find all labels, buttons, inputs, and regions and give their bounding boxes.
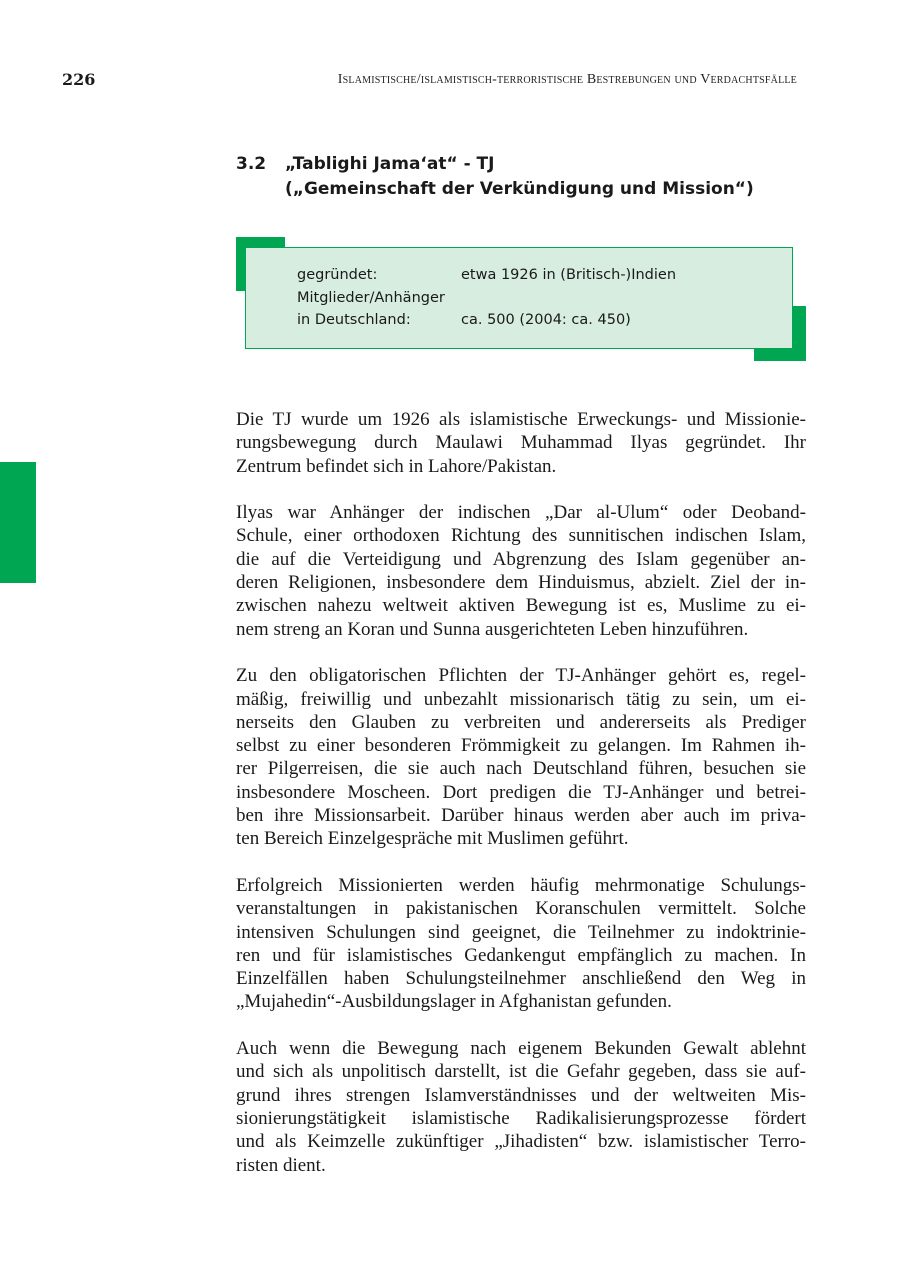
info-row-germany: [297, 309, 676, 332]
paragraph-4: [236, 874, 806, 1014]
text-line: Die TJ wurde um 1926 als islamistische Erweckungs- und Missionie-: [236, 409, 806, 430]
text-line: Zentrum befindet sich in Lahore/Pakistan.: [236, 455, 557, 477]
text-line: Erfolgreich Missionierten werden häufig mehrmonatige Schulungs-: [236, 874, 806, 896]
text-line: risten dient.: [236, 1154, 326, 1176]
paragraph-2: [236, 501, 806, 641]
running-head: Islamistische/islamistisch-terroristische Bestrebungen und Verdachtsfälle: [337, 72, 797, 87]
text-line: Auch wenn die Bewegung nach eigenem Bekunden Gewalt ablehnt: [236, 1038, 806, 1060]
text-line: Ilyas war Anhänger der indischen „Dar al-Ulum“ oder Deoband-: [236, 502, 806, 524]
text-line: rer Pilgerreisen, die sie auch nach Deutschland führen, besuchen sie: [236, 758, 806, 780]
side-thumb-tab: [0, 462, 36, 583]
text-line: mäßig, freiwillig und unbezahlt missionarisch tätig zu sein, um ei-: [236, 688, 806, 710]
info-value: etwa 1926 in (Britisch-)Indien: [461, 267, 677, 283]
text-line: insbesondere Moscheen. Dort predigen die TJ-Anhänger und betrei-: [236, 781, 806, 803]
text-line: ren und für islamistisches Gedankengut empfänglich zu machen. In: [236, 944, 806, 966]
section-title-line-2: („Gemeinschaft der Verkündigung und Mission“): [285, 179, 754, 199]
text-line: intensiven Schulungen sind geeignet, die Teilnehmer zu indoktrinie-: [236, 921, 806, 943]
info-box: [236, 237, 806, 361]
section-heading: [236, 152, 816, 202]
text-line: veranstaltungen in pakistanischen Koranschulen vermittelt. Solche: [236, 898, 806, 920]
info-row-founded: [297, 264, 676, 287]
paragraph-5: [236, 1037, 806, 1177]
text-line: Zu den obligatorischen Pflichten der TJ-Anhänger gehört es, regel-: [236, 665, 806, 687]
info-value: ca. 500 (2004: ca. 450): [461, 312, 631, 328]
info-label: in Deutschland:: [297, 312, 411, 328]
text-line: und als Keimzelle zukünftiger „Jihadisten“ bzw. islamistischer Terro-: [236, 1131, 806, 1153]
text-line: „Mujahedin“-Ausbildungslager in Afghanistan gefunden.: [236, 991, 672, 1013]
info-rows: [297, 264, 676, 332]
text-line: rungsbewegung durch Maulawi Muhammad Ilyas gegründet. Ihr: [236, 432, 806, 454]
info-label: Mitglieder/Anhänger: [297, 289, 445, 306]
text-line: selbst zu einer besonderen Frömmigkeit zu gelangen. Im Rahmen ih-: [236, 735, 806, 757]
info-box-panel: [245, 247, 793, 349]
page-number: 226: [62, 70, 96, 89]
paragraph-3: [236, 664, 806, 850]
text-line: und sich als unpolitisch darstellt, ist die Gefahr gegeben, dass sie auf-: [236, 1061, 806, 1083]
text-line: grund ihres strengen Islamverständnisses und der weltweiten Mis-: [236, 1084, 806, 1106]
section-number: 3.2: [236, 154, 267, 174]
text-line: die auf die Verteidigung und Abgrenzung des Islam gegenüber an-: [236, 548, 806, 570]
text-line: deren Religionen, insbesondere dem Hinduismus, abzielt. Ziel der in-: [236, 572, 806, 594]
text-line: sionierungstätigkeit islamistische Radikalisierungsprozesse fördert: [236, 1107, 806, 1129]
text-line: ten Bereich Einzelgespräche mit Muslimen geführt.: [236, 828, 629, 850]
text-line: nerseits den Glauben zu verbreiten und andererseits als Prediger: [236, 711, 806, 733]
section-title: [285, 152, 816, 202]
text-line: ben ihre Missionsarbeit. Darüber hinaus werden aber auch im priva-: [236, 805, 806, 827]
info-row-members: [297, 287, 676, 310]
text-line: Schule, einer orthodoxen Richtung des sunnitischen indischen Islam,: [236, 525, 806, 547]
info-label: gegründet:: [297, 267, 378, 283]
text-line: nem streng an Koran und Sunna ausgerichteten Leben hinzuführen.: [236, 618, 749, 640]
section-title-line-1: „Tablighi Jama‘at“ - TJ: [285, 154, 495, 174]
body-text: [236, 408, 806, 1200]
paragraph-1: [236, 408, 806, 478]
text-line: Einzelfällen haben Schulungsteilnehmer anschließend den Weg in: [236, 968, 806, 990]
text-line: zwischen nahezu weltweit aktiven Bewegung ist es, Muslime zu ei-: [236, 595, 806, 617]
